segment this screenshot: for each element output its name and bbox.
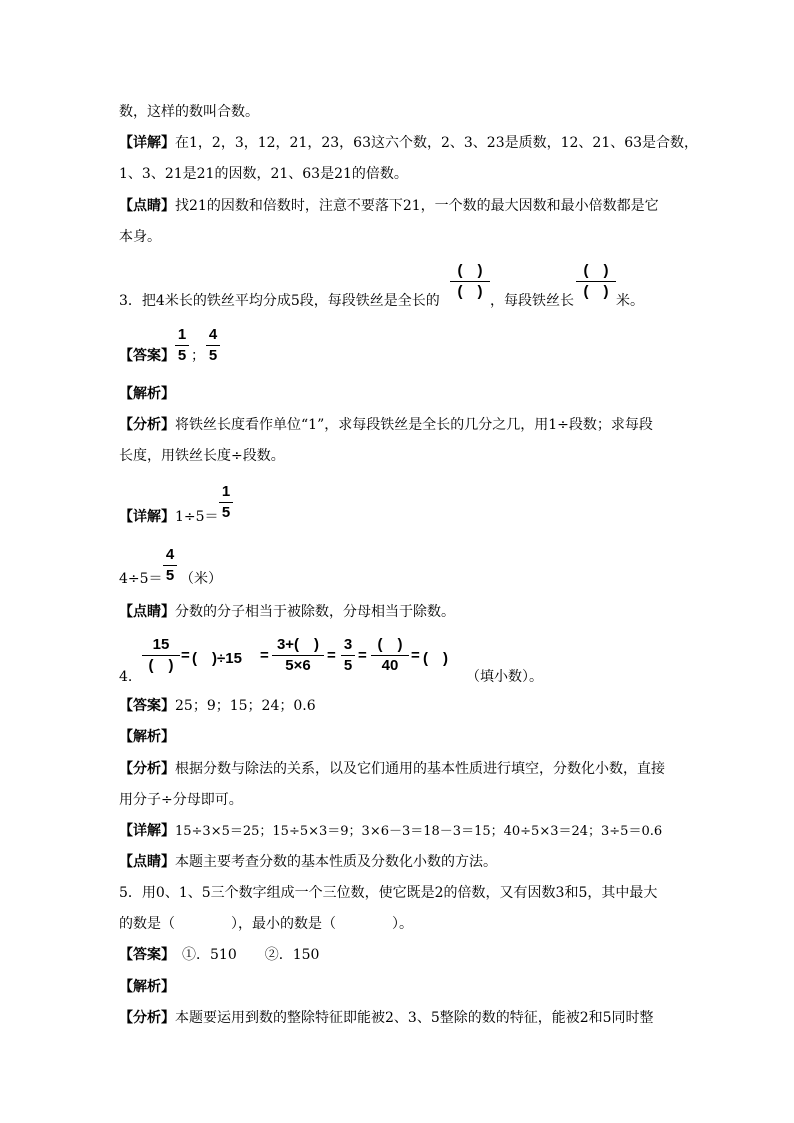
- question-4-number: 4.: [119, 669, 133, 685]
- separator: ；: [191, 348, 205, 364]
- answer-line: 【答案】 ①．510 ②．150: [119, 947, 320, 963]
- jiexi-heading: 【解析】: [119, 386, 175, 402]
- equals-sign: =: [181, 647, 190, 664]
- calc-fraction: 4 5: [163, 546, 177, 584]
- blank-fraction: ( ) ( ): [450, 262, 490, 300]
- text-line: 【详解】15÷3×5＝25；15÷5×3＝9；3×6－3＝18－3＝15；40÷5×3＝24；3÷5＝0.6: [119, 823, 663, 839]
- q4-fraction-4: ( ) 40: [371, 636, 409, 674]
- equals-sign: =: [411, 647, 420, 664]
- jiexi-heading: 【解析】: [119, 729, 175, 745]
- text-line: 【点睛】分数的分子相当于被除数，分母相当于除数。: [119, 604, 455, 620]
- answer-fraction: 1 5: [175, 326, 189, 364]
- text-line: 【分析】根据分数与除法的关系，以及它们通用的基本性质进行填空，分数化小数，直接: [119, 761, 665, 777]
- text-line: 【详解】在1，2，3，12，21，23，63这六个数，2、3、23是质数，12、21、63是合数，: [119, 135, 699, 151]
- question-5-stem: 5．用0、1、5三个数字组成一个三位数，使它既是2的倍数，又有因数3和5，其中最大: [119, 885, 658, 901]
- text-line: 用分子÷分母即可。: [119, 792, 243, 808]
- text-line: 【点睛】本题主要考查分数的基本性质及分数化小数的方法。: [119, 854, 497, 870]
- text-line: 【点睛】找21的因数和倍数时，注意不要落下21，一个数的最大因数和最小倍数都是它: [119, 198, 659, 214]
- answer-line: 【答案】: [119, 348, 175, 364]
- question-3-stem: 米。: [616, 293, 644, 309]
- text-line: 【分析】将铁丝长度看作单位“1”，求每段铁丝是全长的几分之几，用1÷段数；求每段: [119, 417, 653, 433]
- text-line: 【详解】1÷5＝: [119, 509, 219, 525]
- q4-last-blank: ( ): [423, 650, 448, 667]
- text-line: 【分析】本题要运用到数的整除特征即能被2、3、5整除的数的特征，能被2和5同时整: [119, 1010, 654, 1026]
- calc-fraction: 1 5: [219, 483, 233, 521]
- question-3-stem: ，每段铁丝长: [490, 293, 574, 309]
- text-line: 本身。: [119, 229, 161, 245]
- q4-fraction-2: 3+( ) 5×6: [272, 636, 324, 674]
- jiexi-heading: 【解析】: [119, 979, 175, 995]
- answer-line: 【答案】25；9；15；24；0.6: [119, 698, 316, 714]
- q4-suffix: （填小数）。: [466, 669, 543, 685]
- text-line: 1、3、21是21的因数，21、63是21的倍数。: [119, 166, 408, 182]
- equals-sign: =: [327, 647, 336, 664]
- equals-sign: =: [358, 647, 367, 664]
- unit: （米）: [180, 571, 222, 587]
- q4-fraction-3: 3 5: [341, 636, 355, 674]
- question-5-stem: 的数是（ ），最小的数是（ ）。: [119, 916, 413, 932]
- q4-division: ( )÷15: [192, 650, 242, 667]
- text-line: 4÷5＝: [119, 571, 163, 587]
- q4-fraction-1: 15 ( ): [142, 636, 180, 674]
- text-line: 长度，用铁丝长度÷段数。: [119, 448, 285, 464]
- text-line: 数，这样的数叫合数。: [119, 104, 259, 120]
- equals-sign: =: [260, 647, 269, 664]
- answer-fraction: 4 5: [206, 326, 220, 364]
- question-3-stem: 3．把4米长的铁丝平均分成5段，每段铁丝是全长的: [119, 293, 440, 309]
- blank-fraction: ( ) ( ): [576, 262, 616, 300]
